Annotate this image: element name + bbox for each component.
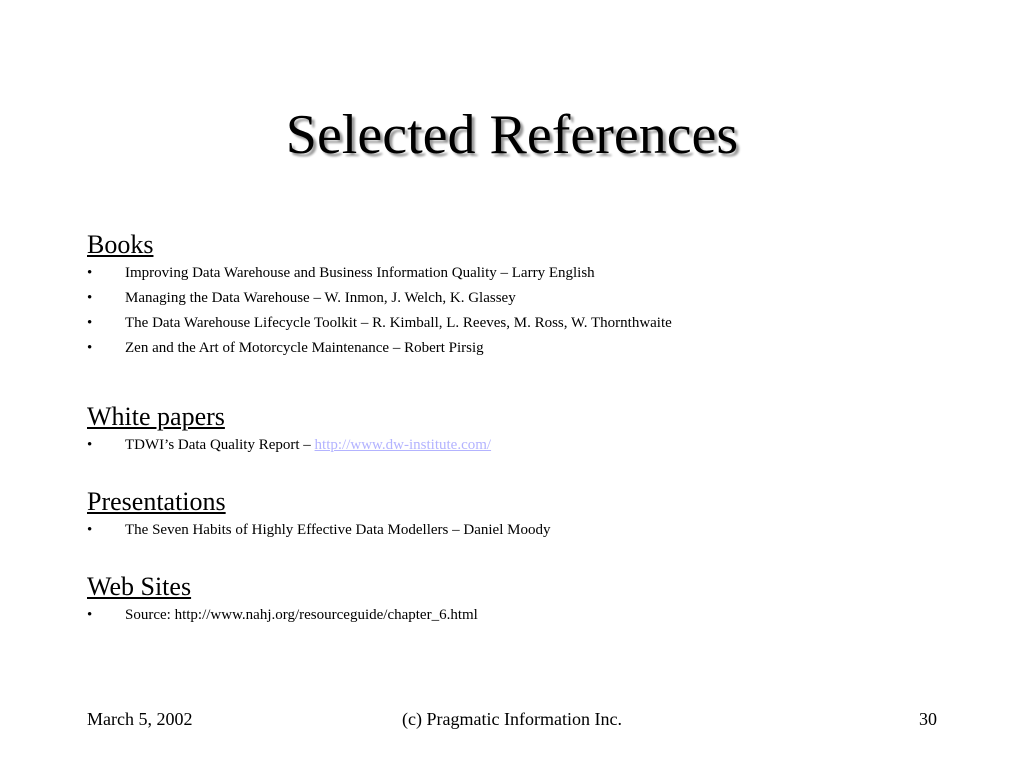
bullet-icon: • [87, 607, 93, 623]
list-item [87, 311, 967, 336]
list-item [87, 336, 967, 361]
dw-institute-link[interactable]: http://www.dw-institute.com/ [314, 437, 492, 453]
footer-date: March 5, 2002 [87, 709, 193, 729]
books-section [87, 229, 967, 361]
section-spacer [87, 543, 967, 571]
book-reference: The Data Warehouse Lifecycle Toolkit – R. Kimball, L. Reeves, M. Ross, W. Thornthwaite [125, 315, 672, 331]
presentations-list [87, 518, 967, 543]
book-reference: Managing the Data Warehouse – W. Inmon, J. Welch, K. Glassey [125, 290, 516, 306]
bullet-icon: • [87, 522, 93, 538]
bullet-icon: • [87, 340, 93, 356]
list-item [87, 518, 967, 543]
list-item [87, 433, 967, 458]
list-item [87, 603, 967, 628]
web-sites-list [87, 603, 967, 628]
book-reference: Zen and the Art of Motorcycle Maintenance – Robert Pirsig [125, 340, 484, 356]
bullet-icon: • [87, 265, 93, 281]
bullet-icon: • [87, 290, 93, 306]
section-spacer [87, 361, 967, 401]
presentations-section [87, 486, 967, 543]
section-spacer [87, 458, 967, 486]
books-heading: Books [87, 230, 154, 259]
list-item [87, 286, 967, 311]
books-list [87, 261, 967, 361]
web-sites-section [87, 571, 967, 628]
page-number: 30 [919, 709, 937, 729]
white-papers-heading: White papers [87, 402, 225, 431]
book-reference: Improving Data Warehouse and Business Information Quality – Larry English [125, 265, 595, 281]
bullet-icon: • [87, 315, 93, 331]
slide-title: Selected References [285, 104, 739, 166]
footer-copyright: (c) Pragmatic Information Inc. [402, 709, 622, 729]
bullet-icon: • [87, 437, 93, 453]
white-paper-reference: TDWI’s Data Quality Report – [125, 437, 315, 453]
white-papers-list [87, 433, 967, 458]
web-site-reference: Source: http://www.nahj.org/resourceguide/chapter_6.html [125, 607, 478, 623]
presentation-reference: The Seven Habits of Highly Effective Data Modellers – Daniel Moody [125, 522, 551, 538]
white-papers-section [87, 401, 967, 458]
web-sites-heading: Web Sites [87, 572, 192, 601]
references-content [87, 229, 967, 628]
presentations-heading: Presentations [87, 487, 226, 516]
list-item [87, 261, 967, 286]
